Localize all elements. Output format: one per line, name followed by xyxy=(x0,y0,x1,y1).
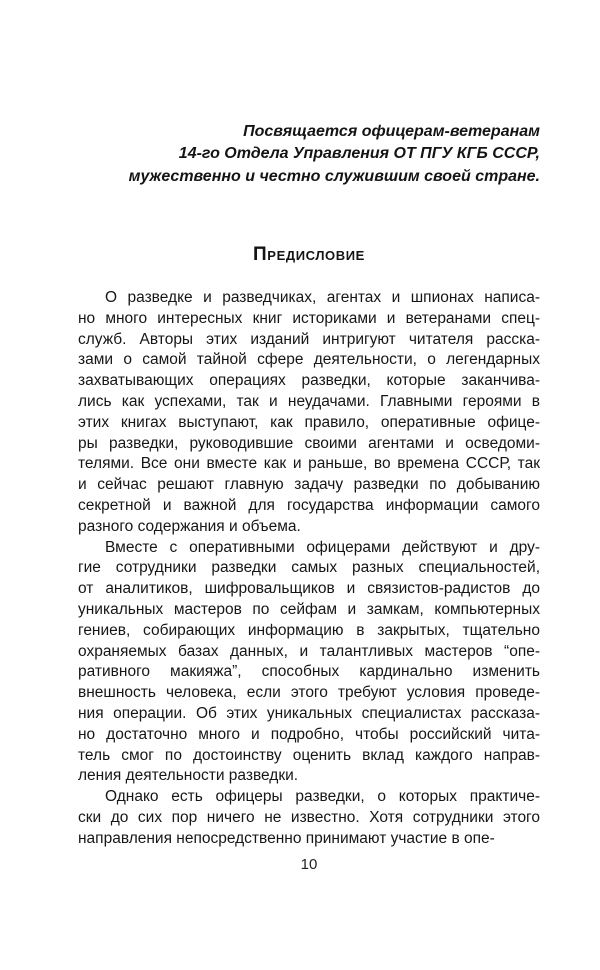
text-line: гие сотрудники разведки самых разных специальностей, xyxy=(78,559,540,577)
text-line: направления непосредственно принимают участие в опе- xyxy=(78,829,495,847)
page-number: 10 xyxy=(300,856,318,873)
text-line: внешность человека, если этого требуют условия проведе- xyxy=(78,684,540,702)
text-line: ления деятельности разведки. xyxy=(78,767,299,785)
text-line: охраняемых базах данных, и талантливых мастеров “опе- xyxy=(78,642,540,660)
text-line: служб. Авторы этих изданий интригуют читателя расска- xyxy=(78,330,540,348)
chapter-heading: Предисловие xyxy=(253,244,365,265)
text-line: телями. Все они вместе как и раньше, во времена СССР, так xyxy=(78,455,540,473)
text-line: лись как успехами, так и неудачами. Главными героями в xyxy=(78,392,540,410)
text-line: ративного макияжа”, способных кардинально изменить xyxy=(78,663,540,681)
paragraph xyxy=(78,538,540,788)
text-line: ски до сих пор ничего не известно. Хотя сотрудники этого xyxy=(78,808,540,826)
text-line: гениев, собирающих информацию в закрытых, тщательно xyxy=(78,621,540,639)
text-line: этих книгах выступают, как правило, оперативные офице- xyxy=(78,413,540,431)
text-line: О разведке и разведчиках, агентах и шпионах написа- xyxy=(105,289,540,306)
body-text xyxy=(78,288,540,850)
text-line: секретной и важной для государства информации самого xyxy=(78,496,540,514)
text-line: разного содержания и объема. xyxy=(78,517,301,535)
text-line: уникальных мастеров по сейфам и замкам, компьютерных xyxy=(78,600,540,618)
dedication-line: Посвящается офицерам-ветеранам xyxy=(243,123,540,140)
text-line: захватывающих операциях разведки, которые заканчива- xyxy=(78,372,540,390)
dedication-line: 14-го Отдела Управления ОТ ПГУ КГБ СССР, xyxy=(178,145,540,163)
text-line: ния операции. Об этих уникальных специалистах рассказа- xyxy=(78,704,540,722)
dedication xyxy=(78,121,540,188)
paragraph xyxy=(78,288,540,538)
text-line: и сейчас решают главную задачу разведки по добыванию xyxy=(78,476,540,494)
text-line: от аналитиков, шифровальщиков и связистов-радистов до xyxy=(78,580,540,598)
text-line: зами о самой тайной сфере деятельности, о легендарных xyxy=(78,351,540,369)
text-line: но достаточно много и подробно, чтобы российский чита- xyxy=(78,725,540,743)
text-line: тель смог по достоинству оценить вклад каждого направ- xyxy=(78,746,540,764)
text-line: Однако есть офицеры разведки, о которых практиче- xyxy=(105,788,540,806)
paragraph xyxy=(78,787,540,849)
text-line: но много интересных книг историками и ветеранами спец- xyxy=(78,309,540,327)
text-line: Вместе с оперативными офицерами действуют и дру- xyxy=(105,538,540,556)
text-line: ры разведки, руководившие своими агентами и осведоми- xyxy=(78,434,540,452)
dedication-line: мужественно и честно служившим своей стране. xyxy=(128,167,540,185)
